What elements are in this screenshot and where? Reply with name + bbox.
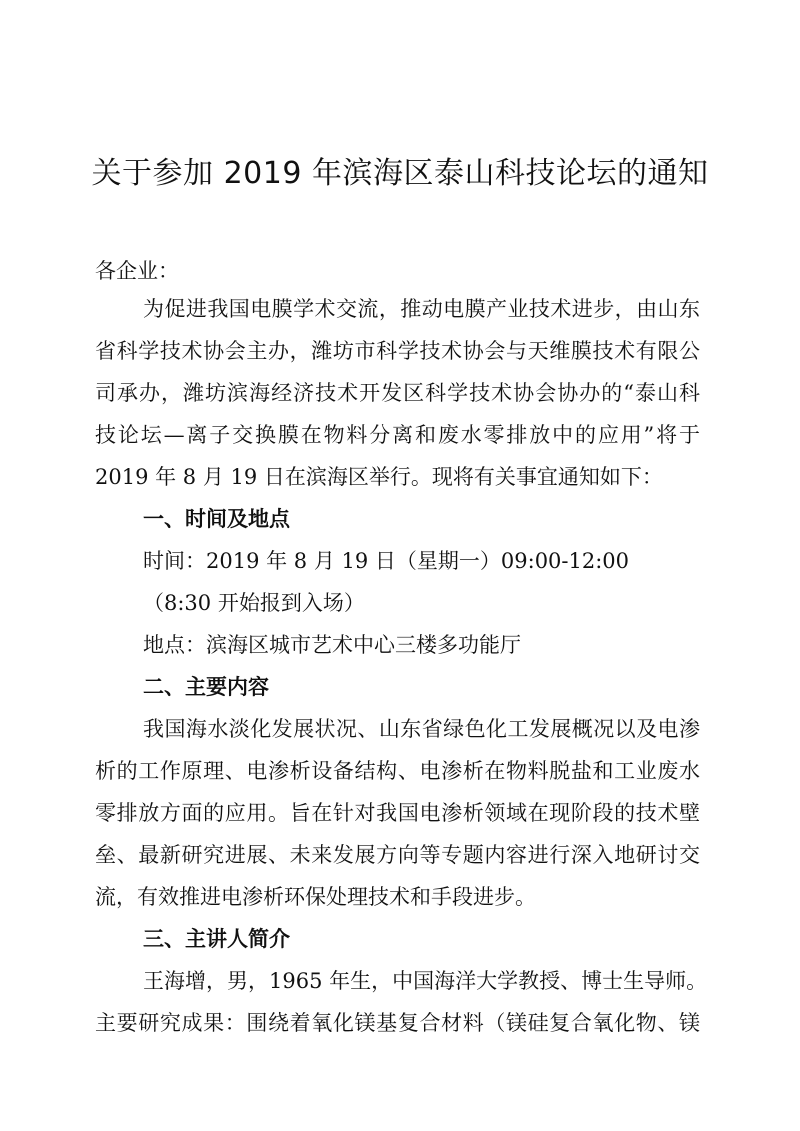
checkin-time: （8:30 开始报到入场） [143,591,365,615]
salutation: 各企业： [95,259,179,283]
speaker-line-1: 王海增，男，1965 年生，中国海洋大学教授、博士生导师。 [143,969,708,993]
content-line-4: 垒、最新研究进展、未来发展方向等专题内容进行深入地研讨交 [95,843,700,867]
section-heading-speaker: 三、主讲人简介 [143,927,290,951]
intro-line-2: 省科学技术协会主办，潍坊市科学技术协会与天维膜技术有限公 [95,339,700,363]
intro-line-3: 司承办，潍坊滨海经济技术开发区科学技术协会协办的“泰山科 [95,381,700,405]
intro-line-4: 技论坛—离子交换膜在物料分离和废水零排放中的应用”将于 [95,423,700,447]
content-line-5: 流，有效推进电渗析环保处理技术和手段进步。 [95,885,536,909]
section-heading-time-place: 一、时间及地点 [143,507,290,531]
event-time: 时间：2019 年 8 月 19 日（星期一）09:00-12:00 [143,549,630,573]
intro-line-1: 为促进我国电膜学术交流，推动电膜产业技术进步，由山东 [143,297,700,321]
section-heading-content: 二、主要内容 [143,675,269,699]
content-line-2: 析的工作原理、电渗析设备结构、电渗析在物料脱盐和工业废水 [95,759,700,783]
event-location: 地点：滨海区城市艺术中心三楼多功能厅 [143,633,521,657]
intro-line-5: 2019 年 8 月 19 日在滨海区举行。现将有关事宜通知如下： [95,465,663,489]
content-line-3: 零排放方面的应用。旨在针对我国电渗析领域在现阶段的技术壁 [95,801,700,825]
document-title: 关于参加 2019 年滨海区泰山科技论坛的通知 [91,156,709,191]
content-line-1: 我国海水淡化发展状况、山东省绿色化工发展概况以及电渗 [143,717,700,741]
speaker-line-2: 主要研究成果：围绕着氧化镁基复合材料（镁硅复合氧化物、镁 [95,1011,700,1035]
